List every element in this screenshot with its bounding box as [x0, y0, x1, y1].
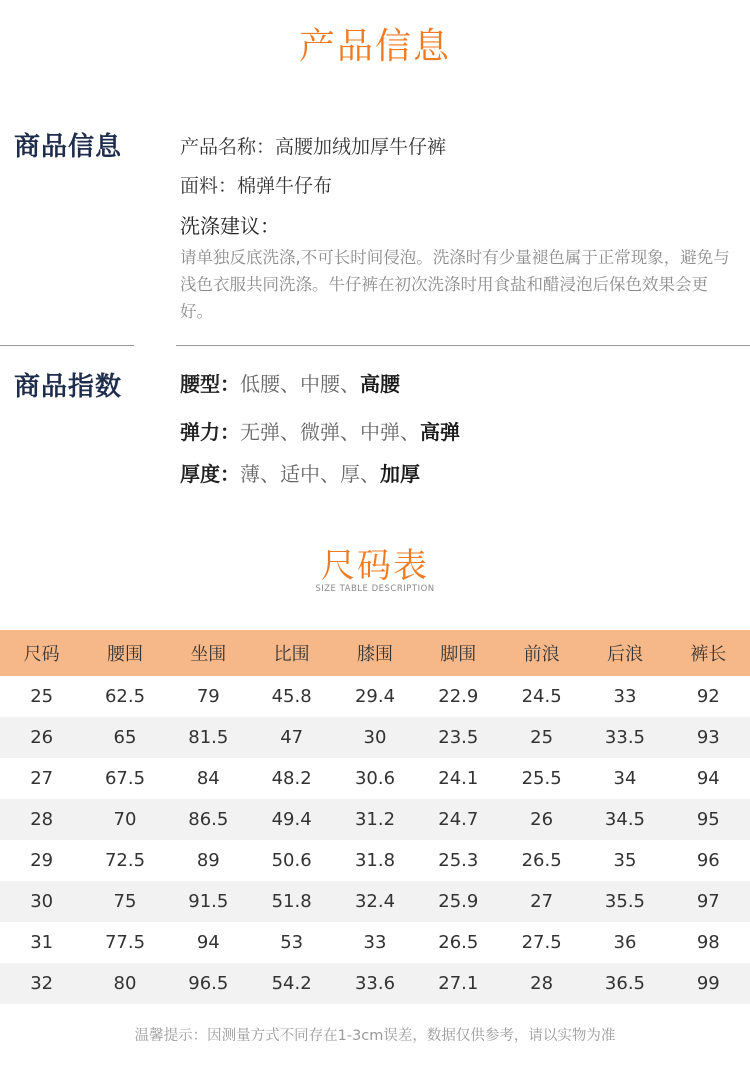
size-table-row — [0, 799, 750, 840]
size-table-cell: 49.4 — [250, 799, 333, 840]
size-table-cell: 93 — [667, 717, 750, 758]
index-option: 高弹 — [420, 420, 460, 444]
size-table-cell: 89 — [196, 850, 220, 871]
size-table-header-cell: 前浪 — [500, 630, 583, 676]
product-info-label: 商品信息 — [14, 132, 123, 162]
index-separator: 、 — [280, 420, 300, 444]
size-table-cell: 27.1 — [417, 963, 500, 1004]
index-key: 腰型： — [180, 372, 240, 396]
size-table-cell: 27.5 — [521, 932, 562, 953]
index-key: 厚度： — [180, 462, 240, 486]
size-table-header-cell: 膝围 — [333, 630, 416, 676]
size-table-cell: 30 — [333, 717, 416, 758]
size-table-cell: 65 — [83, 717, 166, 758]
size-table-cell: 22.9 — [438, 686, 479, 707]
fabric-line: 面料：棉弹牛仔布 — [180, 175, 333, 197]
size-table-cell: 36 — [613, 932, 637, 953]
size-table-cell: 98 — [696, 932, 720, 953]
size-table-cell: 25.3 — [438, 850, 479, 871]
size-table-cell: 53 — [280, 932, 304, 953]
index-separator: 、 — [400, 420, 420, 444]
size-table-cell: 25.9 — [417, 881, 500, 922]
index-key: 弹力： — [180, 420, 240, 444]
size-table-cell: 47 — [250, 717, 333, 758]
size-table-cell: 67.5 — [104, 768, 146, 789]
size-table-cell: 33 — [363, 932, 387, 953]
index-row-waist — [180, 368, 400, 397]
size-table-row — [0, 963, 750, 1004]
size-table-cell: 30.6 — [354, 768, 396, 789]
size-table-cell: 97 — [667, 881, 750, 922]
size-table-cell: 24.5 — [521, 686, 562, 707]
size-table-cell: 33.5 — [583, 717, 666, 758]
size-table-row — [0, 676, 750, 717]
size-table-cell: 77.5 — [104, 932, 146, 953]
size-table-row — [0, 922, 750, 963]
size-table-cell: 72.5 — [104, 850, 146, 871]
size-table-cell: 30 — [0, 881, 83, 922]
size-table-cell: 96 — [696, 850, 720, 871]
footer-note: 温馨提示：因测量方式不同存在1-3cm误差，数据仅供参考，请以实物为准 — [134, 1028, 616, 1044]
index-option: 低腰 — [240, 372, 280, 396]
size-table-cell: 31 — [30, 932, 54, 953]
size-table-cell: 26.5 — [521, 850, 562, 871]
size-table-cell: 32.4 — [333, 881, 416, 922]
index-option: 无弹 — [240, 420, 280, 444]
size-table-cell: 99 — [667, 963, 750, 1004]
size-table-cell: 31.2 — [333, 799, 416, 840]
size-table-header-cell: 裤长 — [667, 630, 750, 676]
size-table-header-cell: 比围 — [250, 630, 333, 676]
size-table-cell: 26.5 — [438, 932, 479, 953]
index-separator: 、 — [340, 420, 360, 444]
size-table-cell: 33 — [613, 686, 637, 707]
size-table-cell: 26 — [500, 799, 583, 840]
size-table-cell: 35.5 — [583, 881, 666, 922]
size-table — [0, 630, 750, 1004]
size-table-cell: 94 — [196, 932, 220, 953]
size-table-cell: 91.5 — [167, 881, 250, 922]
size-table-cell: 28 — [0, 799, 83, 840]
size-table-cell: 24.7 — [417, 799, 500, 840]
size-table-cell: 95 — [667, 799, 750, 840]
size-table-cell: 34.5 — [583, 799, 666, 840]
size-table-row — [0, 717, 750, 758]
size-table-cell: 36.5 — [583, 963, 666, 1004]
size-table-title: 尺码表 — [321, 546, 429, 586]
size-table-cell: 27 — [30, 768, 54, 789]
index-separator: 、 — [320, 462, 340, 486]
size-table-cell: 54.2 — [250, 963, 333, 1004]
size-table-cell: 29 — [30, 850, 54, 871]
size-table-cell: 34 — [613, 768, 637, 789]
size-table-cell: 28 — [500, 963, 583, 1004]
size-table-header-row — [0, 630, 750, 676]
size-table-row — [0, 758, 750, 799]
size-table-cell: 26 — [0, 717, 83, 758]
size-table-cell: 27 — [500, 881, 583, 922]
size-table-cell: 25 — [30, 686, 54, 707]
index-option: 加厚 — [380, 462, 420, 486]
index-option: 中腰 — [300, 372, 340, 396]
size-table-subtitle: SIZE TABLE DESCRIPTION — [315, 584, 435, 594]
size-table-cell: 32 — [0, 963, 83, 1004]
size-table-cell: 51.8 — [250, 881, 333, 922]
product-name-line: 产品名称：高腰加绒加厚牛仔裤 — [180, 136, 447, 158]
wash-text: 请单独反底洗涤,不可长时间侵泡。洗涤时有少量褪色属于正常现象，避免与浅色衣服共同洗涤。牛仔裤在初次洗涤时用食盐和醋浸泡后保色效果会更好。 — [180, 248, 730, 321]
index-option: 厚 — [340, 462, 360, 486]
size-table-row — [0, 881, 750, 922]
product-index-label: 商品指数 — [14, 372, 123, 402]
index-option: 微弹 — [300, 420, 340, 444]
size-table-row — [0, 840, 750, 881]
size-table-header-cell: 腰围 — [83, 630, 166, 676]
size-table-cell: 35 — [613, 850, 637, 871]
size-table-cell: 31.8 — [354, 850, 396, 871]
section-divider-right — [176, 345, 750, 346]
size-table-cell: 80 — [83, 963, 166, 1004]
index-option: 适中 — [280, 462, 320, 486]
index-row-elasticity — [180, 416, 460, 445]
size-table-header-cell: 坐围 — [167, 630, 250, 676]
index-option: 高腰 — [360, 372, 400, 396]
index-option: 中弹 — [360, 420, 400, 444]
size-table-cell: 70 — [83, 799, 166, 840]
size-table-cell: 50.6 — [271, 850, 312, 871]
size-table-cell: 24.1 — [438, 768, 479, 789]
page-title: 产品信息 — [298, 26, 451, 67]
size-table-cell: 96.5 — [167, 963, 250, 1004]
size-table-cell: 75 — [83, 881, 166, 922]
index-separator: 、 — [340, 372, 360, 396]
size-table-header-cell: 尺码 — [0, 630, 83, 676]
size-table-cell: 62.5 — [104, 686, 146, 707]
size-table-cell: 92 — [696, 686, 720, 707]
size-table-cell: 33.6 — [333, 963, 416, 1004]
index-row-thickness — [180, 458, 420, 487]
size-table-cell: 84 — [196, 768, 220, 789]
size-table-cell: 29.4 — [354, 686, 396, 707]
index-separator: 、 — [360, 462, 380, 486]
index-separator: 、 — [260, 462, 280, 486]
size-table-cell: 86.5 — [167, 799, 250, 840]
wash-title: 洗涤建议： — [180, 214, 280, 238]
size-table-cell: 23.5 — [417, 717, 500, 758]
index-option: 薄 — [240, 462, 260, 486]
size-table-header-cell: 脚围 — [417, 630, 500, 676]
size-table-cell: 79 — [196, 686, 220, 707]
section-divider-left — [0, 345, 134, 346]
size-table-cell: 45.8 — [271, 686, 312, 707]
index-separator: 、 — [280, 372, 300, 396]
size-table-cell: 48.2 — [271, 768, 312, 789]
size-table-cell: 25.5 — [521, 768, 562, 789]
size-table-header-cell: 后浪 — [583, 630, 666, 676]
size-table-cell: 94 — [696, 768, 720, 789]
size-table-cell: 25 — [500, 717, 583, 758]
size-table-cell: 81.5 — [167, 717, 250, 758]
